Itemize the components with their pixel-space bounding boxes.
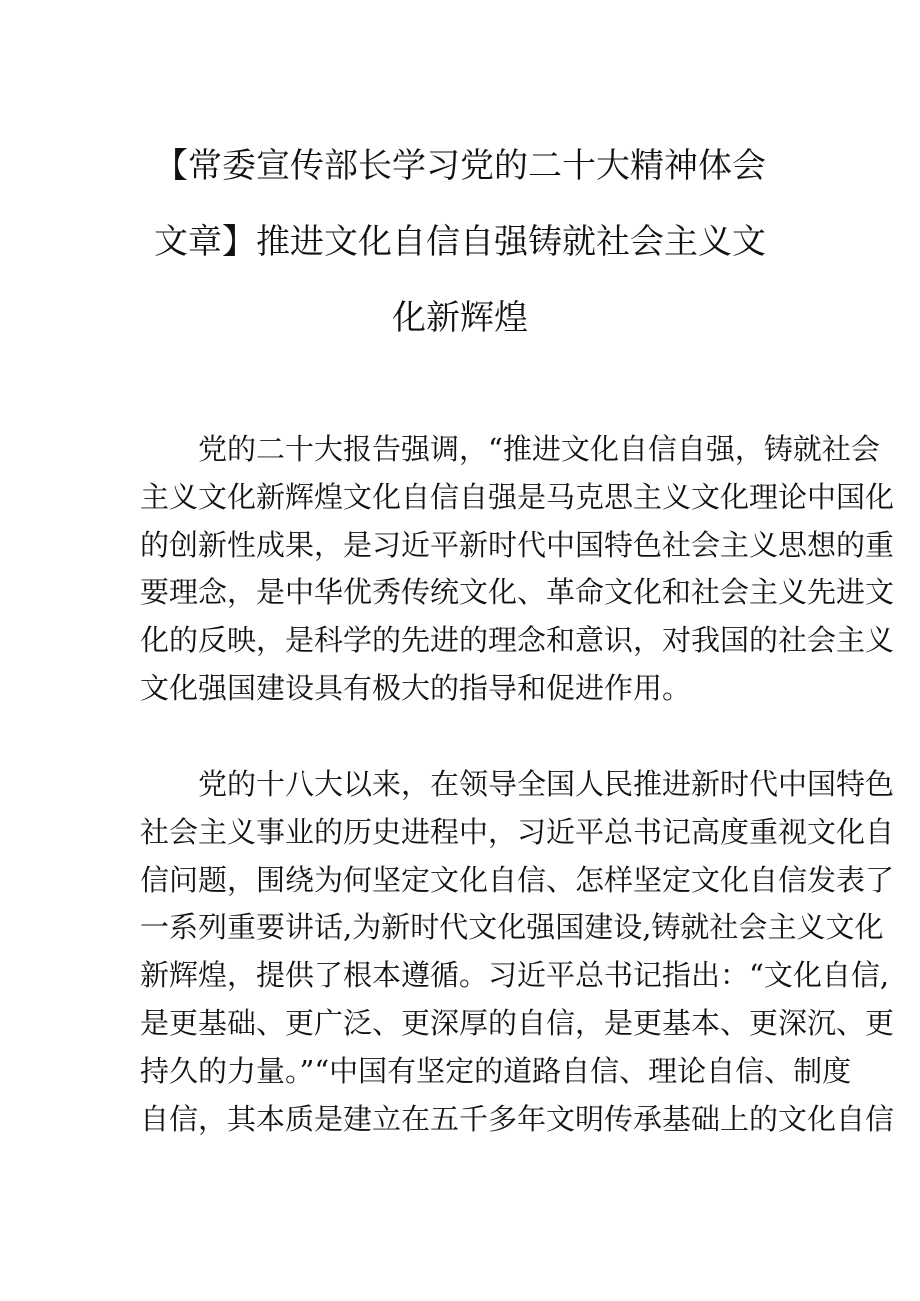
paragraph-2 xyxy=(140,761,895,1143)
text-line: 要理念，是中华优秀传统文化、革命文化和社会主义先进文 xyxy=(140,575,895,610)
text-line: 党的十八大以来，在领导全国人民推进新时代中国特色 xyxy=(198,767,895,801)
text-line: 化的反映，是科学的先进的理念和意识，对我国的社会主义 xyxy=(140,623,895,658)
text-line: 持久的力量。”“中国有坚定的道路自信、理论自信、制度 xyxy=(140,1053,852,1088)
title-line: 文章】推进文化自信自强铸就社会主义文 xyxy=(154,222,766,262)
text-line: 的创新性成果，是习近平新时代中国特色社会主义思想的重 xyxy=(140,527,895,562)
text-line: 党的二十大报告强调，“推进文化自信自强，铸就社会 xyxy=(198,432,880,466)
text-line: 自信，其本质是建立在五千多年文明传承基础上的文化自信 xyxy=(140,1101,895,1136)
text-line: 社会主义事业的历史进程中，习近平总书记高度重视文化自 xyxy=(140,814,895,849)
text-line: 是更基础、更广泛、更深厚的自信，是更基本、更深沉、更 xyxy=(140,1005,895,1040)
text-line: 信问题，围绕为何坚定文化自信、怎样坚定文化自信发表了 xyxy=(140,862,895,897)
paragraph-1 xyxy=(140,426,895,713)
title-line: 化新辉煌 xyxy=(392,298,528,338)
text-line: 主义文化新辉煌文化自信自强是马克思主义文化理论中国化 xyxy=(140,479,895,514)
text-line: 文化强国建设具有极大的指导和促进作用。 xyxy=(140,670,692,705)
title-line: 【常委宣传部长学习党的二十大精神体会 xyxy=(154,146,766,186)
text-line: 一系列重要讲话,为新时代文化强国建设,铸就社会主义文化 xyxy=(140,910,884,945)
text-line: 新辉煌，提供了根本遵循。习近平总书记指出：“文化自信, xyxy=(140,958,890,993)
